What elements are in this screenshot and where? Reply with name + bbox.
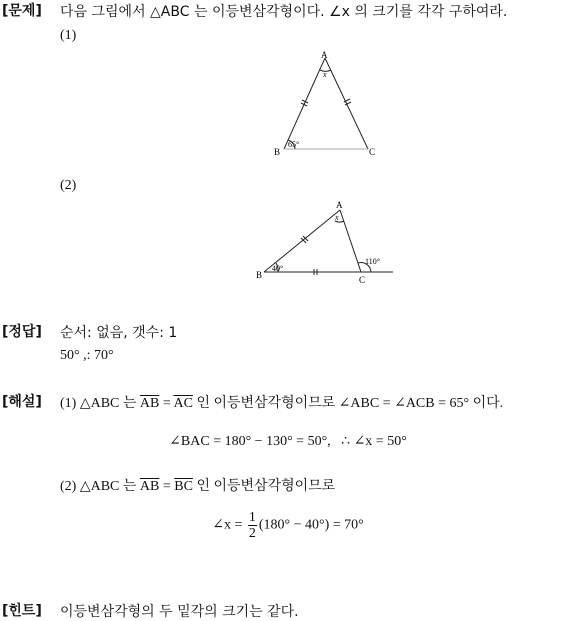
explanation-formula2	[0, 510, 576, 541]
explanation-formula1: ∠BAC = 180° − 130° = 50°, ∴ ∠x = 50°	[169, 434, 407, 449]
fig2-label-B: B	[256, 270, 263, 280]
exp2-eq: =	[159, 479, 175, 494]
exp2-seg-AB: $\overline{AB}$	[139, 479, 160, 494]
formula2-right: (180° − 40°) = 70°	[258, 517, 364, 533]
part2-label: (2)	[60, 178, 77, 193]
fig2-angle-ext: 110°	[365, 257, 380, 266]
fig2-label-A: A	[336, 200, 343, 210]
exp1-rest: 인 이등변삼각형이므로 ∠ABC = ∠ACB = 65° 이다.	[192, 396, 504, 411]
exp2-label: (2) △ABC 는	[60, 479, 140, 494]
fraction-one-half	[248, 510, 257, 541]
figure-2	[250, 196, 400, 288]
fig1-angle-B: 65°	[288, 140, 300, 149]
fig1-label-x: x	[323, 70, 327, 79]
exp1-seg-AC: $\overline{AC}$	[173, 396, 193, 411]
exp1-eq: =	[159, 396, 174, 411]
part1-label: (1)	[60, 28, 77, 43]
answer-tag: [정답]	[2, 324, 42, 340]
exp1-label: (1) △ABC 는	[60, 396, 140, 411]
answer-values: 50° ,: 70°	[60, 348, 114, 363]
explanation-part1	[60, 392, 503, 412]
hint-text: 이등변삼각형의 두 밑각의 크기는 같다.	[60, 604, 299, 620]
exp2-rest: 인 이등변삼각형이므로	[192, 479, 336, 494]
formula2-left: ∠x =	[212, 517, 246, 533]
problem-tag: [문제]	[2, 3, 42, 19]
fig1-label-B: B	[274, 147, 281, 157]
fig1-label-A: A	[321, 50, 328, 60]
fraction-numerator: 1	[248, 510, 256, 525]
explanation-part2	[60, 475, 335, 495]
exp1-seg-AB: $\overline{AB}$	[139, 396, 160, 411]
fig2-angle-B: 40°	[272, 264, 284, 273]
answer-meta: 순서: 없음, 갯수: 1	[60, 325, 178, 341]
fig2-label-C: C	[359, 275, 366, 285]
problem-text: 다음 그림에서 △ABC 는 이등변삼각형이다. ∠x 의 크기를 각각 구하여라.	[60, 4, 508, 20]
fraction-denominator: 2	[248, 526, 256, 541]
explanation-tag: [해설]	[2, 394, 42, 410]
hint-tag: [힌트]	[2, 603, 42, 619]
fig2-label-x: x	[335, 213, 339, 222]
exp2-seg-BC: $\overline{BC}$	[174, 479, 193, 494]
figure-1	[250, 48, 390, 160]
fig1-label-C: C	[369, 147, 376, 157]
